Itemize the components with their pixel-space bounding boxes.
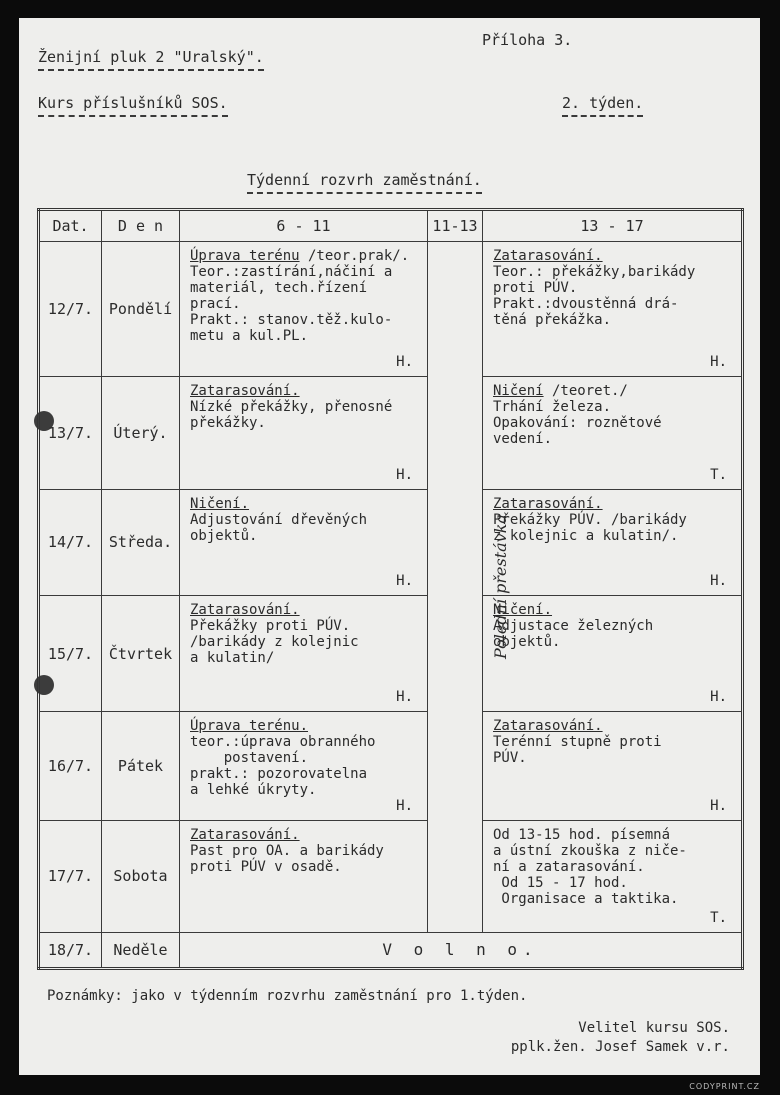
free-day-cell: V o l n o. xyxy=(180,932,743,968)
table-row xyxy=(39,596,743,712)
cell-line: Adjustování dřevěných xyxy=(190,511,368,528)
morning-cell xyxy=(180,242,428,376)
cell-line: metu a kul.PL. xyxy=(190,328,309,345)
afternoon-cell xyxy=(483,242,743,376)
row-date: 13/7. xyxy=(39,376,102,489)
row-day: Středa. xyxy=(102,489,180,595)
table-header-row xyxy=(39,210,743,242)
morning-cell xyxy=(180,376,428,489)
sunday-row xyxy=(39,932,743,968)
cell-title: Úprava terénu. xyxy=(190,718,309,735)
afternoon-cell xyxy=(483,489,743,595)
week-label: 2. týden. xyxy=(562,94,643,117)
cell-title: Zatarasování. xyxy=(493,495,603,512)
cell-line: Adjustace železných xyxy=(493,618,654,635)
row-day: Pondělí xyxy=(102,242,180,376)
morning-cell xyxy=(180,821,428,932)
cell-line: a ústní zkouška z niče- xyxy=(493,843,687,860)
row-day: Úterý. xyxy=(102,376,180,489)
instructor-initial: H. xyxy=(396,353,413,370)
row-date: 16/7. xyxy=(39,712,102,821)
weekly-schedule-table xyxy=(37,208,744,970)
signature-title: Velitel kursu SOS. xyxy=(578,1020,730,1036)
cell-line: Organisace a taktika. xyxy=(493,891,679,908)
cell-line: Terénní stupně proti xyxy=(493,734,662,751)
cell-title: Zatarasování. xyxy=(190,382,300,399)
cell-line: Trhání železa. xyxy=(493,398,612,415)
instructor-initial: T. xyxy=(710,909,727,926)
cell-line: Past pro OA. a barikády xyxy=(190,843,384,860)
row-day: Pátek xyxy=(102,712,180,821)
cell-line: těná překážka. xyxy=(493,312,612,329)
cell-title: Ničení. xyxy=(493,602,553,619)
cell-line: Překážky PÚV. /barikády xyxy=(493,511,687,528)
cell-title: Zatarasování. xyxy=(493,718,603,735)
morning-cell xyxy=(180,712,428,821)
afternoon-cell xyxy=(483,712,743,821)
row-date: 17/7. xyxy=(39,821,102,932)
cell-title: Úprava terénu xyxy=(190,248,300,265)
cell-line: z kolejnic a kulatin/. xyxy=(493,527,679,544)
row-day: Sobota xyxy=(102,821,180,932)
cell-line: a lehké úkryty. xyxy=(190,782,317,799)
row-date: 18/7. xyxy=(39,932,102,968)
instructor-initial: H. xyxy=(710,353,727,370)
cell-line: proti PÚV v osadě. xyxy=(190,859,342,876)
instructor-initial: T. xyxy=(710,466,727,483)
cell-title: Zatarasování. xyxy=(493,248,603,265)
table-row xyxy=(39,376,743,489)
cell-line: /barikády z kolejnic xyxy=(190,634,359,651)
cell-line: objektů. xyxy=(493,634,561,651)
afternoon-cell xyxy=(483,821,743,932)
cell-line: Teor.:zastírání,náčiní a xyxy=(190,264,393,281)
cell-line: /teoret./ xyxy=(543,382,628,399)
header-date: Dat. xyxy=(39,210,102,242)
appendix-label: Příloha 3. xyxy=(482,31,573,49)
cell-line: PÚV. xyxy=(493,750,527,767)
course-name: Kurs příslušníků SOS. xyxy=(38,94,228,117)
noon-break-text: Polední přestávka xyxy=(490,514,510,660)
cell-line: ní a zatarasování. xyxy=(493,859,645,876)
cell-line: /teor.prak/. xyxy=(299,248,410,265)
cell-line: Prakt.:dvoustěnná drá- xyxy=(493,296,679,313)
cell-line: prakt.: pozorovatelna xyxy=(190,766,368,783)
morning-cell xyxy=(180,489,428,595)
cell-title: Zatarasování. xyxy=(190,602,300,619)
header-noon: 11-13 xyxy=(428,210,483,242)
cell-line: materiál, tech.řízení xyxy=(190,280,368,297)
cell-line: Opakování: roznětové xyxy=(493,414,662,431)
header-day: D e n xyxy=(102,210,180,242)
watermark: CODYPRINT.CZ xyxy=(689,1082,760,1091)
notes: Poznámky: jako v týdenním rozvrhu zaměstnání pro 1.týden. xyxy=(47,988,528,1004)
cell-title: Ničení. xyxy=(190,495,250,512)
afternoon-cell xyxy=(483,596,743,712)
cell-line: teor.:úprava obranného xyxy=(190,734,376,751)
cell-title: Zatarasování. xyxy=(190,827,300,844)
instructor-initial: H. xyxy=(396,689,413,706)
row-date: 12/7. xyxy=(39,242,102,376)
cell-title: Ničení xyxy=(493,382,544,399)
row-day: Čtvrtek xyxy=(102,596,180,712)
cell-line: Nízké překážky, přenosné xyxy=(190,398,393,415)
cell-line: Od 13-15 hod. písemná xyxy=(493,827,671,844)
table-row xyxy=(39,242,743,376)
header-morning: 6 - 11 xyxy=(180,210,428,242)
regiment-name: Ženijní pluk 2 "Uralský". xyxy=(38,48,264,71)
cell-line: a kulatin/ xyxy=(190,650,275,667)
cell-line: Teor.: překážky,barikády xyxy=(493,264,696,281)
cell-line: Od 15 - 17 hod. xyxy=(493,875,628,892)
cell-line: Prakt.: stanov.těž.kulo- xyxy=(190,312,393,329)
instructor-initial: H. xyxy=(710,798,727,815)
cell-line: Překážky proti PÚV. xyxy=(190,618,351,635)
row-day: Neděle xyxy=(102,932,180,968)
cell-line: vedení. xyxy=(493,430,553,447)
row-date: 15/7. xyxy=(39,596,102,712)
morning-cell xyxy=(180,596,428,712)
afternoon-cell xyxy=(483,376,743,489)
table-row xyxy=(39,712,743,821)
instructor-initial: H. xyxy=(396,573,413,590)
row-date: 14/7. xyxy=(39,489,102,595)
cell-line: proti PÚV. xyxy=(493,280,578,297)
cell-line: objektů. xyxy=(190,527,258,544)
document-page xyxy=(19,18,760,1075)
table-row xyxy=(39,821,743,932)
signature-name: pplk.žen. Josef Samek v.r. xyxy=(510,1039,730,1055)
header-afternoon: 13 - 17 xyxy=(483,210,743,242)
instructor-initial: H. xyxy=(710,573,727,590)
cell-line: prací. xyxy=(190,296,241,313)
table-row xyxy=(39,489,743,595)
instructor-initial: H. xyxy=(396,466,413,483)
instructor-initial: H. xyxy=(396,798,413,815)
instructor-initial: H. xyxy=(710,689,727,706)
document-title: Týdenní rozvrh zaměstnání. xyxy=(247,171,482,194)
cell-line: postavení. xyxy=(190,750,309,767)
cell-line: překážky. xyxy=(190,414,266,431)
